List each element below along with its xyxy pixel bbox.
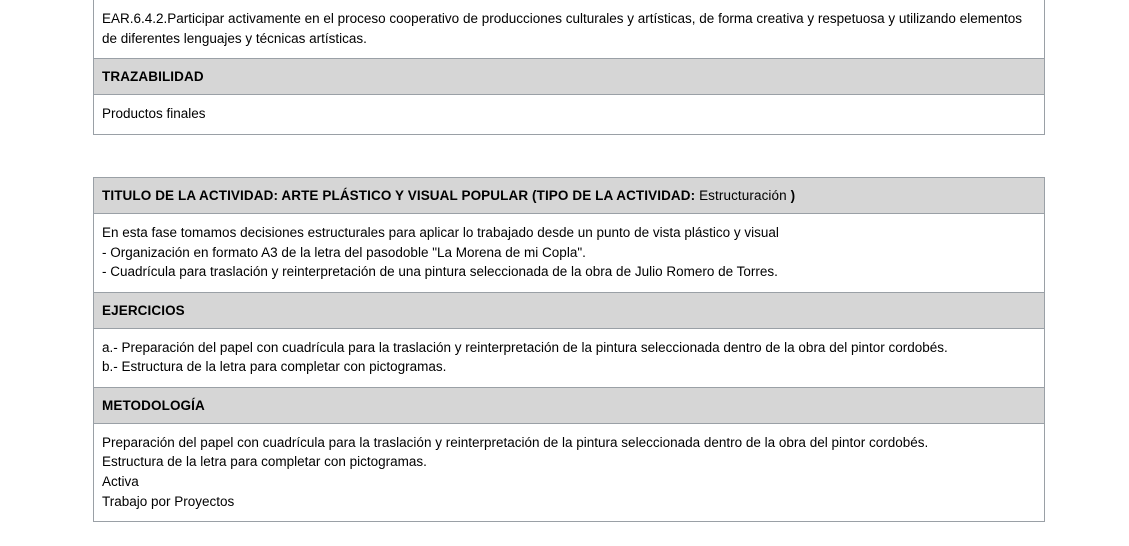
ejercicios-header-label: EJERCICIOS	[102, 302, 185, 318]
trazabilidad-value-text: Productos finales	[102, 106, 206, 122]
descripcion-line-2: - Organización en formato A3 de la letra del pasodoble "La Morena de mi Copla".	[102, 244, 586, 260]
actividad-table	[93, 177, 1045, 522]
trazabilidad-value-row	[94, 95, 1044, 135]
titulo-actividad-label: TITULO DE LA ACTIVIDAD: ARTE PLÁSTICO Y VISUAL POPULAR (TIPO DE LA ACTIVIDAD:	[102, 188, 700, 203]
metodologia-line-1: Preparación del papel con cuadrícula para la traslación y reinterpretación de la pintura seleccionada dentro de la obra del pintor cordobés.	[102, 434, 929, 450]
criterio-evaluacion-text: EAR.6.4.2.Participar activamente en el proceso cooperativo de producciones culturales y artísticas, de forma creativa y respetuosa y utilizando elementos de diferentes lenguajes y técnicas artísticas.	[102, 11, 1026, 46]
ejercicios-header-row	[94, 293, 1044, 329]
criterio-evaluacion-row	[94, 0, 1044, 59]
metodologia-line-2: Estructura de la letra para completar con pictogramas.	[102, 454, 427, 470]
tipo-actividad-value: Estructuración	[699, 188, 787, 203]
ejercicios-body-row	[94, 329, 1044, 388]
titulo-actividad-close: )	[786, 188, 796, 203]
metodologia-header-row	[94, 388, 1044, 424]
descripcion-line-3: - Cuadrícula para traslación y reinterpretación de una pintura seleccionada de la obra de Julio Romero de Torres.	[102, 264, 778, 280]
titulo-actividad-header-row	[94, 178, 1044, 214]
ejercicio-line-b: b.- Estructura de la letra para completar con pictogramas.	[102, 359, 447, 375]
trazabilidad-header-label: TRAZABILIDAD	[102, 69, 204, 85]
descripcion-actividad-row	[94, 214, 1044, 293]
metodologia-body-row	[94, 424, 1044, 522]
metodologia-line-3: Activa	[102, 473, 139, 489]
metodologia-header-label: METODOLOGÍA	[102, 397, 205, 413]
metodologia-line-4: Trabajo por Proyectos	[102, 493, 235, 509]
ejercicio-line-a: a.- Preparación del papel con cuadrícula para la traslación y reinterpretación de la pintura seleccionada dentro de la obra del pintor cordobés.	[102, 339, 948, 355]
descripcion-line-1: En esta fase tomamos decisiones estructurales para aplicar lo trabajado desde un punto de vista plástico y visual	[102, 225, 779, 240]
competencias-table	[93, 0, 1045, 135]
trazabilidad-header-row	[94, 59, 1044, 95]
